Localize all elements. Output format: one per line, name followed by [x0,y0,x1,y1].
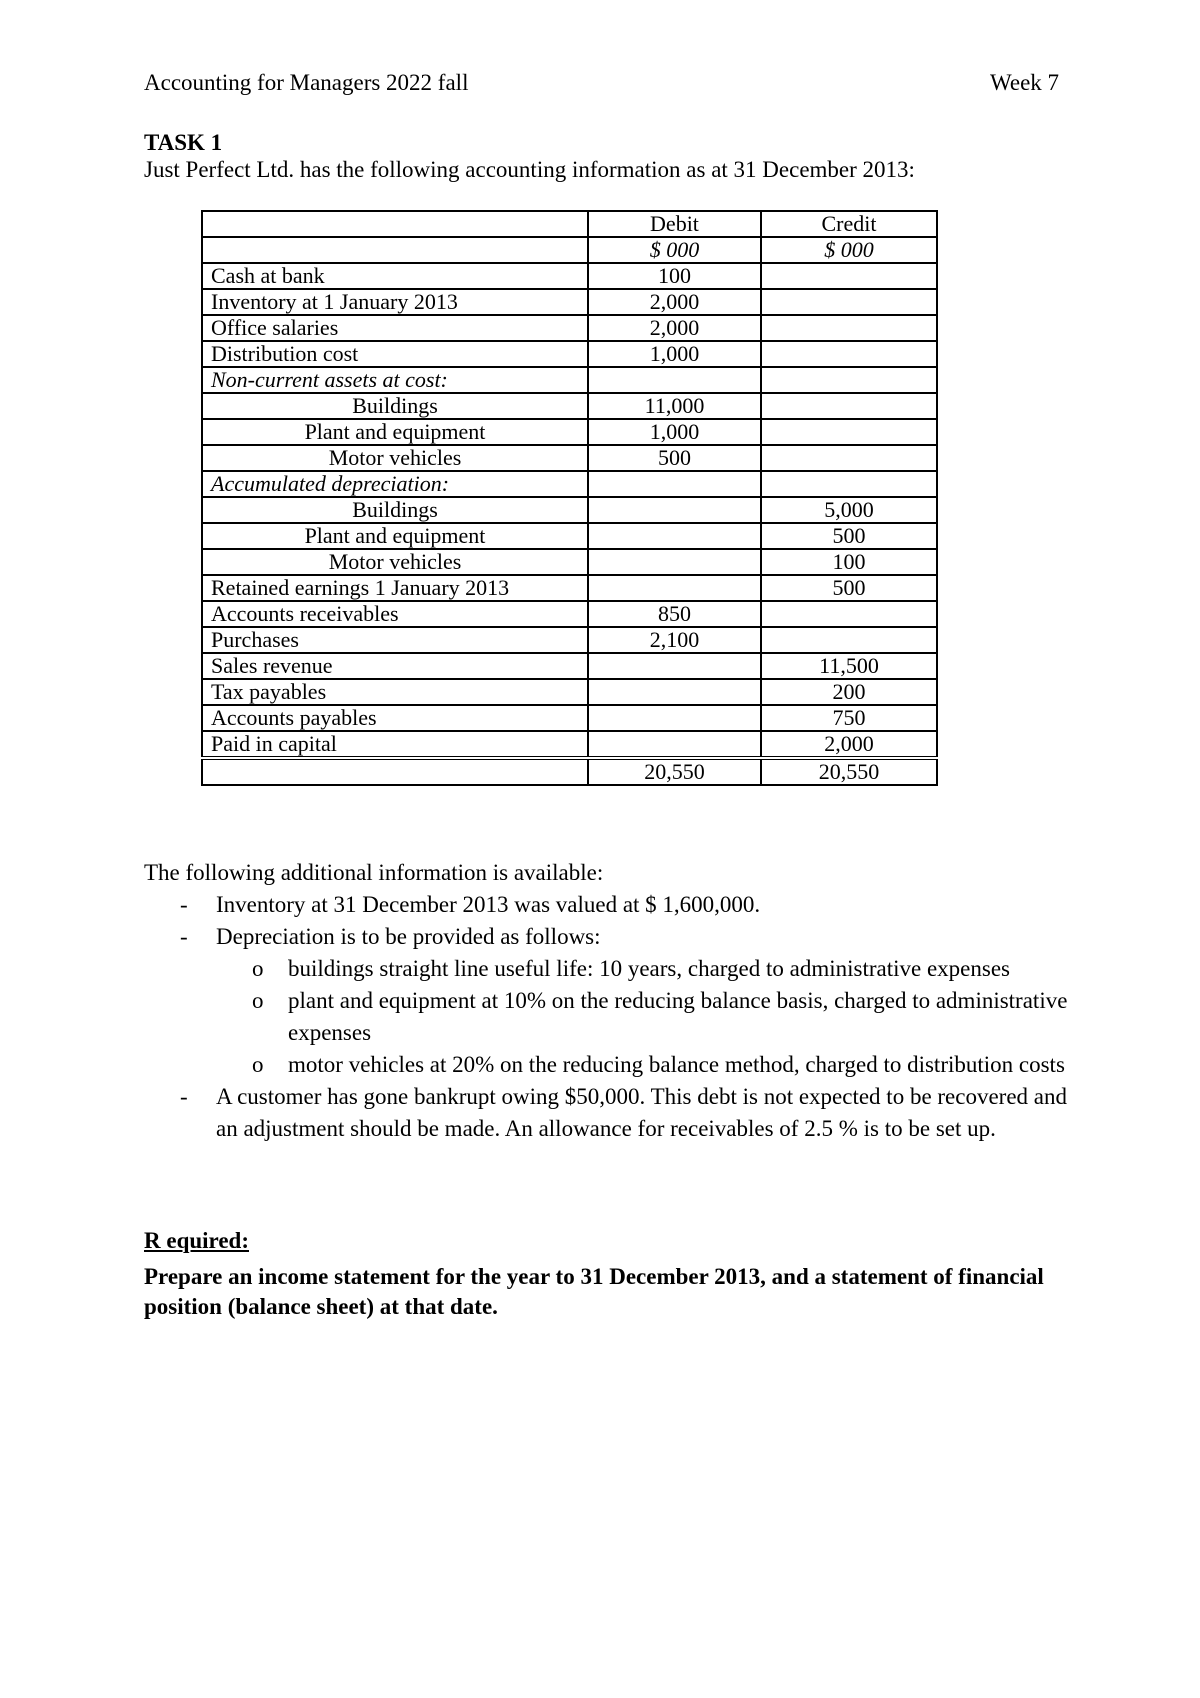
section-heading-accumulated-depreciation: Accumulated depreciation: [202,471,588,497]
row-debit: 100 [588,263,761,289]
credit-header: Credit [761,211,937,237]
row-label: Office salaries [202,315,588,341]
table-row [202,523,937,549]
total-blank-cell [202,758,588,785]
row-debit [588,575,761,601]
row-label: Paid in capital [202,731,588,758]
total-row [202,758,937,785]
table-row [202,653,937,679]
row-credit [761,445,937,471]
row-label: Plant and equipment [202,419,588,445]
subitem-buildings [216,953,1084,985]
table-row [202,263,937,289]
subitem-motor-vehicles [216,1049,1084,1081]
row-debit [588,523,761,549]
row-label: Accounts payables [202,705,588,731]
row-credit [761,367,937,393]
table-unit-row [202,237,937,263]
info-item-text: A customer has gone bankrupt owing $50,000. This debt is not expected to be recovered and an adjustment should be made. An allowance for receivables of 2.5 % is to be set up. [216,1084,1068,1141]
info-list [144,889,1084,1145]
row-label: Retained earnings 1 January 2013 [202,575,588,601]
depreciation-sublist [216,953,1084,1081]
row-label: Purchases [202,627,588,653]
row-debit [588,653,761,679]
subitem-text: buildings straight line useful life: 10 years, charged to administrative expenses [288,956,1010,981]
row-debit [588,705,761,731]
row-credit: 750 [761,705,937,731]
row-debit: 1,000 [588,341,761,367]
row-credit [761,393,937,419]
additional-title: The following additional information is available: [144,860,604,885]
row-label: Plant and equipment [202,523,588,549]
table-row [202,601,937,627]
info-item-text: Inventory at 31 December 2013 was valued at $ 1,600,000. [216,892,761,917]
table-row [202,341,937,367]
row-debit: 11,000 [588,393,761,419]
row-credit [761,263,937,289]
row-debit: 2,000 [588,289,761,315]
row-credit: 500 [761,575,937,601]
header-blank-cell [202,211,588,237]
info-item-text: Depreciation is to be provided as follows: [216,924,601,949]
section-heading-row [202,471,937,497]
section-heading-noncurrent-assets: Non-current assets at cost: [202,367,588,393]
row-credit [761,315,937,341]
table-header-row [202,211,937,237]
row-credit: 2,000 [761,731,937,758]
row-label: Inventory at 1 January 2013 [202,289,588,315]
table-row [202,419,937,445]
row-label: Sales revenue [202,653,588,679]
table-row [202,731,937,758]
row-label: Motor vehicles [202,549,588,575]
row-debit [588,549,761,575]
table-row [202,315,937,341]
info-item-bad-debt [144,1081,1084,1145]
row-debit [588,471,761,497]
unit-blank-cell [202,237,588,263]
table-row [202,679,937,705]
trial-balance-table [201,210,938,786]
info-item-inventory [144,889,1084,921]
row-debit [588,679,761,705]
row-label: Tax payables [202,679,588,705]
row-credit: 11,500 [761,653,937,679]
required-text: Prepare an income statement for the year to 31 December 2013, and a statement of financial position (balance sheet) at that date. [144,1264,1044,1319]
table-row [202,445,937,471]
table-row [202,289,937,315]
row-credit [761,419,937,445]
row-credit [761,341,937,367]
subitem-plant-equipment [216,985,1084,1049]
row-credit [761,601,937,627]
debit-unit: $ 000 [588,237,761,263]
row-label: Buildings [202,497,588,523]
row-credit: 5,000 [761,497,937,523]
credit-unit: $ 000 [761,237,937,263]
table-row [202,627,937,653]
row-label: Cash at bank [202,263,588,289]
subitem-text: motor vehicles at 20% on the reducing balance method, charged to distribution costs [288,1052,1065,1077]
row-label: Accounts receivables [202,601,588,627]
row-credit: 200 [761,679,937,705]
total-credit: 20,550 [761,758,937,785]
row-debit: 2,000 [588,315,761,341]
table-row [202,497,937,523]
row-debit: 2,100 [588,627,761,653]
row-debit [588,497,761,523]
row-credit: 100 [761,549,937,575]
debit-header: Debit [588,211,761,237]
row-label: Distribution cost [202,341,588,367]
course-title: Accounting for Managers 2022 fall [144,70,469,95]
row-debit [588,367,761,393]
required-label: R equired: [144,1228,249,1253]
row-debit: 500 [588,445,761,471]
row-debit [588,731,761,758]
row-credit [761,289,937,315]
table-row [202,705,937,731]
total-debit: 20,550 [588,758,761,785]
week-label: Week 7 [990,70,1060,95]
row-label: Buildings [202,393,588,419]
table-row [202,393,937,419]
row-label: Motor vehicles [202,445,588,471]
task-title: TASK 1 [144,130,223,155]
row-credit: 500 [761,523,937,549]
row-debit: 1,000 [588,419,761,445]
task-intro: Just Perfect Ltd. has the following accounting information as at 31 December 2013: [144,157,915,182]
row-credit [761,627,937,653]
additional-information [144,857,1084,1145]
row-debit: 850 [588,601,761,627]
table-row [202,575,937,601]
info-item-depreciation [144,921,1084,1081]
table-row [202,549,937,575]
section-heading-row [202,367,937,393]
subitem-text: plant and equipment at 10% on the reducing balance basis, charged to administrative expenses [288,988,1068,1045]
row-credit [761,471,937,497]
